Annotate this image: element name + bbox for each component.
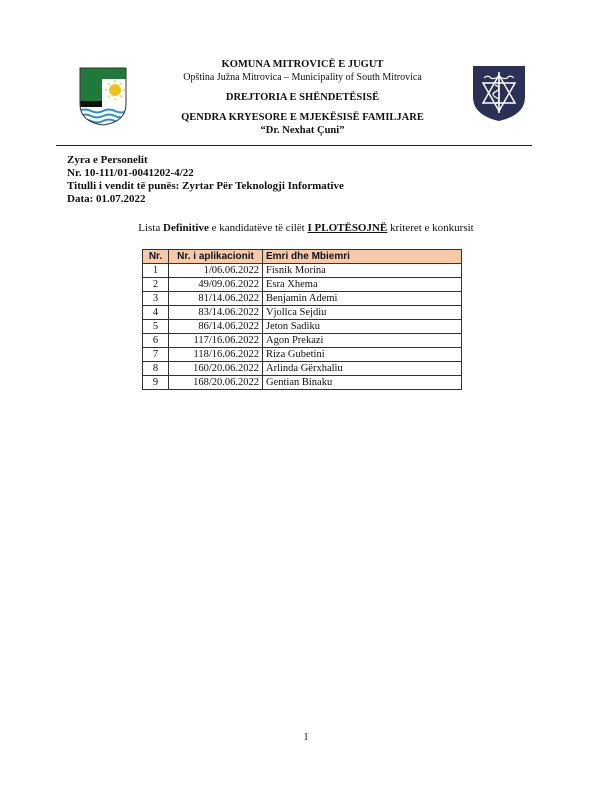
- header-divider: [56, 145, 532, 146]
- intro-part-2: Definitive: [163, 222, 209, 234]
- cell-name: Jeton Sadiku: [263, 320, 462, 334]
- municipality-name: KOMUNA MITROVICË E JUGUT: [221, 59, 384, 70]
- cell-name: Agon Prekazi: [263, 334, 462, 348]
- cell-nr: 2: [143, 278, 169, 292]
- cell-nr: 4: [143, 306, 169, 320]
- intro-sentence: [0, 222, 612, 234]
- cell-application: 160/20.06.2022: [169, 362, 263, 376]
- directorate-name: DREJTORIA E SHËNDETËSISË: [225, 92, 380, 103]
- column-header-nr: Nr.: [143, 250, 169, 264]
- office-label: Zyra e Personelit: [67, 154, 148, 166]
- cell-nr: 3: [143, 292, 169, 306]
- cell-application: 81/14.06.2022: [169, 292, 263, 306]
- cell-application: 86/14.06.2022: [169, 320, 263, 334]
- cell-application: 168/20.06.2022: [169, 376, 263, 390]
- cell-name: Gentian Binaku: [263, 376, 462, 390]
- cell-name: Fisnik Morina: [263, 264, 462, 278]
- intro-part-3: e kandidatëve të cilët: [208, 222, 308, 234]
- document-meta: [67, 154, 344, 206]
- document-date: Data: 01.07.2022: [67, 193, 146, 205]
- cell-nr: 1: [143, 264, 169, 278]
- cell-name: Arlinda Gërxhaliu: [263, 362, 462, 376]
- column-header-name: Emri dhe Mbiemri: [263, 250, 462, 264]
- table-row: [143, 376, 462, 390]
- municipality-subtitle: Opština Južna Mitrovica – Municipality of South Mitrovica: [183, 72, 422, 83]
- cell-nr: 6: [143, 334, 169, 348]
- table-row: [143, 362, 462, 376]
- center-name: QENDRA KRYESORE E MJEKËSISË FAMILJARE: [181, 112, 424, 123]
- position-title: Titulli i vendit të punës: Zyrtar Për Teknologji Informative: [67, 180, 344, 192]
- candidates-table: [142, 249, 462, 390]
- cell-name: Riza Gubetini: [263, 348, 462, 362]
- cell-nr: 7: [143, 348, 169, 362]
- medical-caduceus-logo-icon: [470, 63, 528, 128]
- cell-name: Benjamin Ademi: [263, 292, 462, 306]
- table-header-row: [143, 250, 462, 264]
- table-row: [143, 334, 462, 348]
- center-subtitle: “Dr. Nexhat Çuni”: [260, 125, 345, 136]
- cell-application: 118/16.06.2022: [169, 348, 263, 362]
- table-row: [143, 278, 462, 292]
- cell-application: 83/14.06.2022: [169, 306, 263, 320]
- intro-part-1: Lista: [138, 222, 164, 234]
- cell-nr: 5: [143, 320, 169, 334]
- table-row: [143, 320, 462, 334]
- table-row: [143, 348, 462, 362]
- document-number: Nr. 10-111/01-0041202-4/22: [67, 167, 194, 179]
- table-row: [143, 306, 462, 320]
- cell-application: 49/09.06.2022: [169, 278, 263, 292]
- cell-name: Vjollca Sejdiu: [263, 306, 462, 320]
- table-row: [143, 264, 462, 278]
- column-header-application: Nr. i aplikacionit: [169, 250, 263, 264]
- cell-application: 1/06.06.2022: [169, 264, 263, 278]
- cell-name: Esra Xhema: [263, 278, 462, 292]
- page-number: 1: [303, 732, 309, 743]
- letterhead: [150, 58, 455, 137]
- intro-part-5: kriteret e konkursit: [387, 222, 474, 234]
- cell-nr: 9: [143, 376, 169, 390]
- municipality-emblem-icon: [79, 66, 127, 131]
- cell-application: 117/16.06.2022: [169, 334, 263, 348]
- intro-part-4: I PLOTËSOJNË: [307, 222, 388, 234]
- cell-nr: 8: [143, 362, 169, 376]
- table-row: [143, 292, 462, 306]
